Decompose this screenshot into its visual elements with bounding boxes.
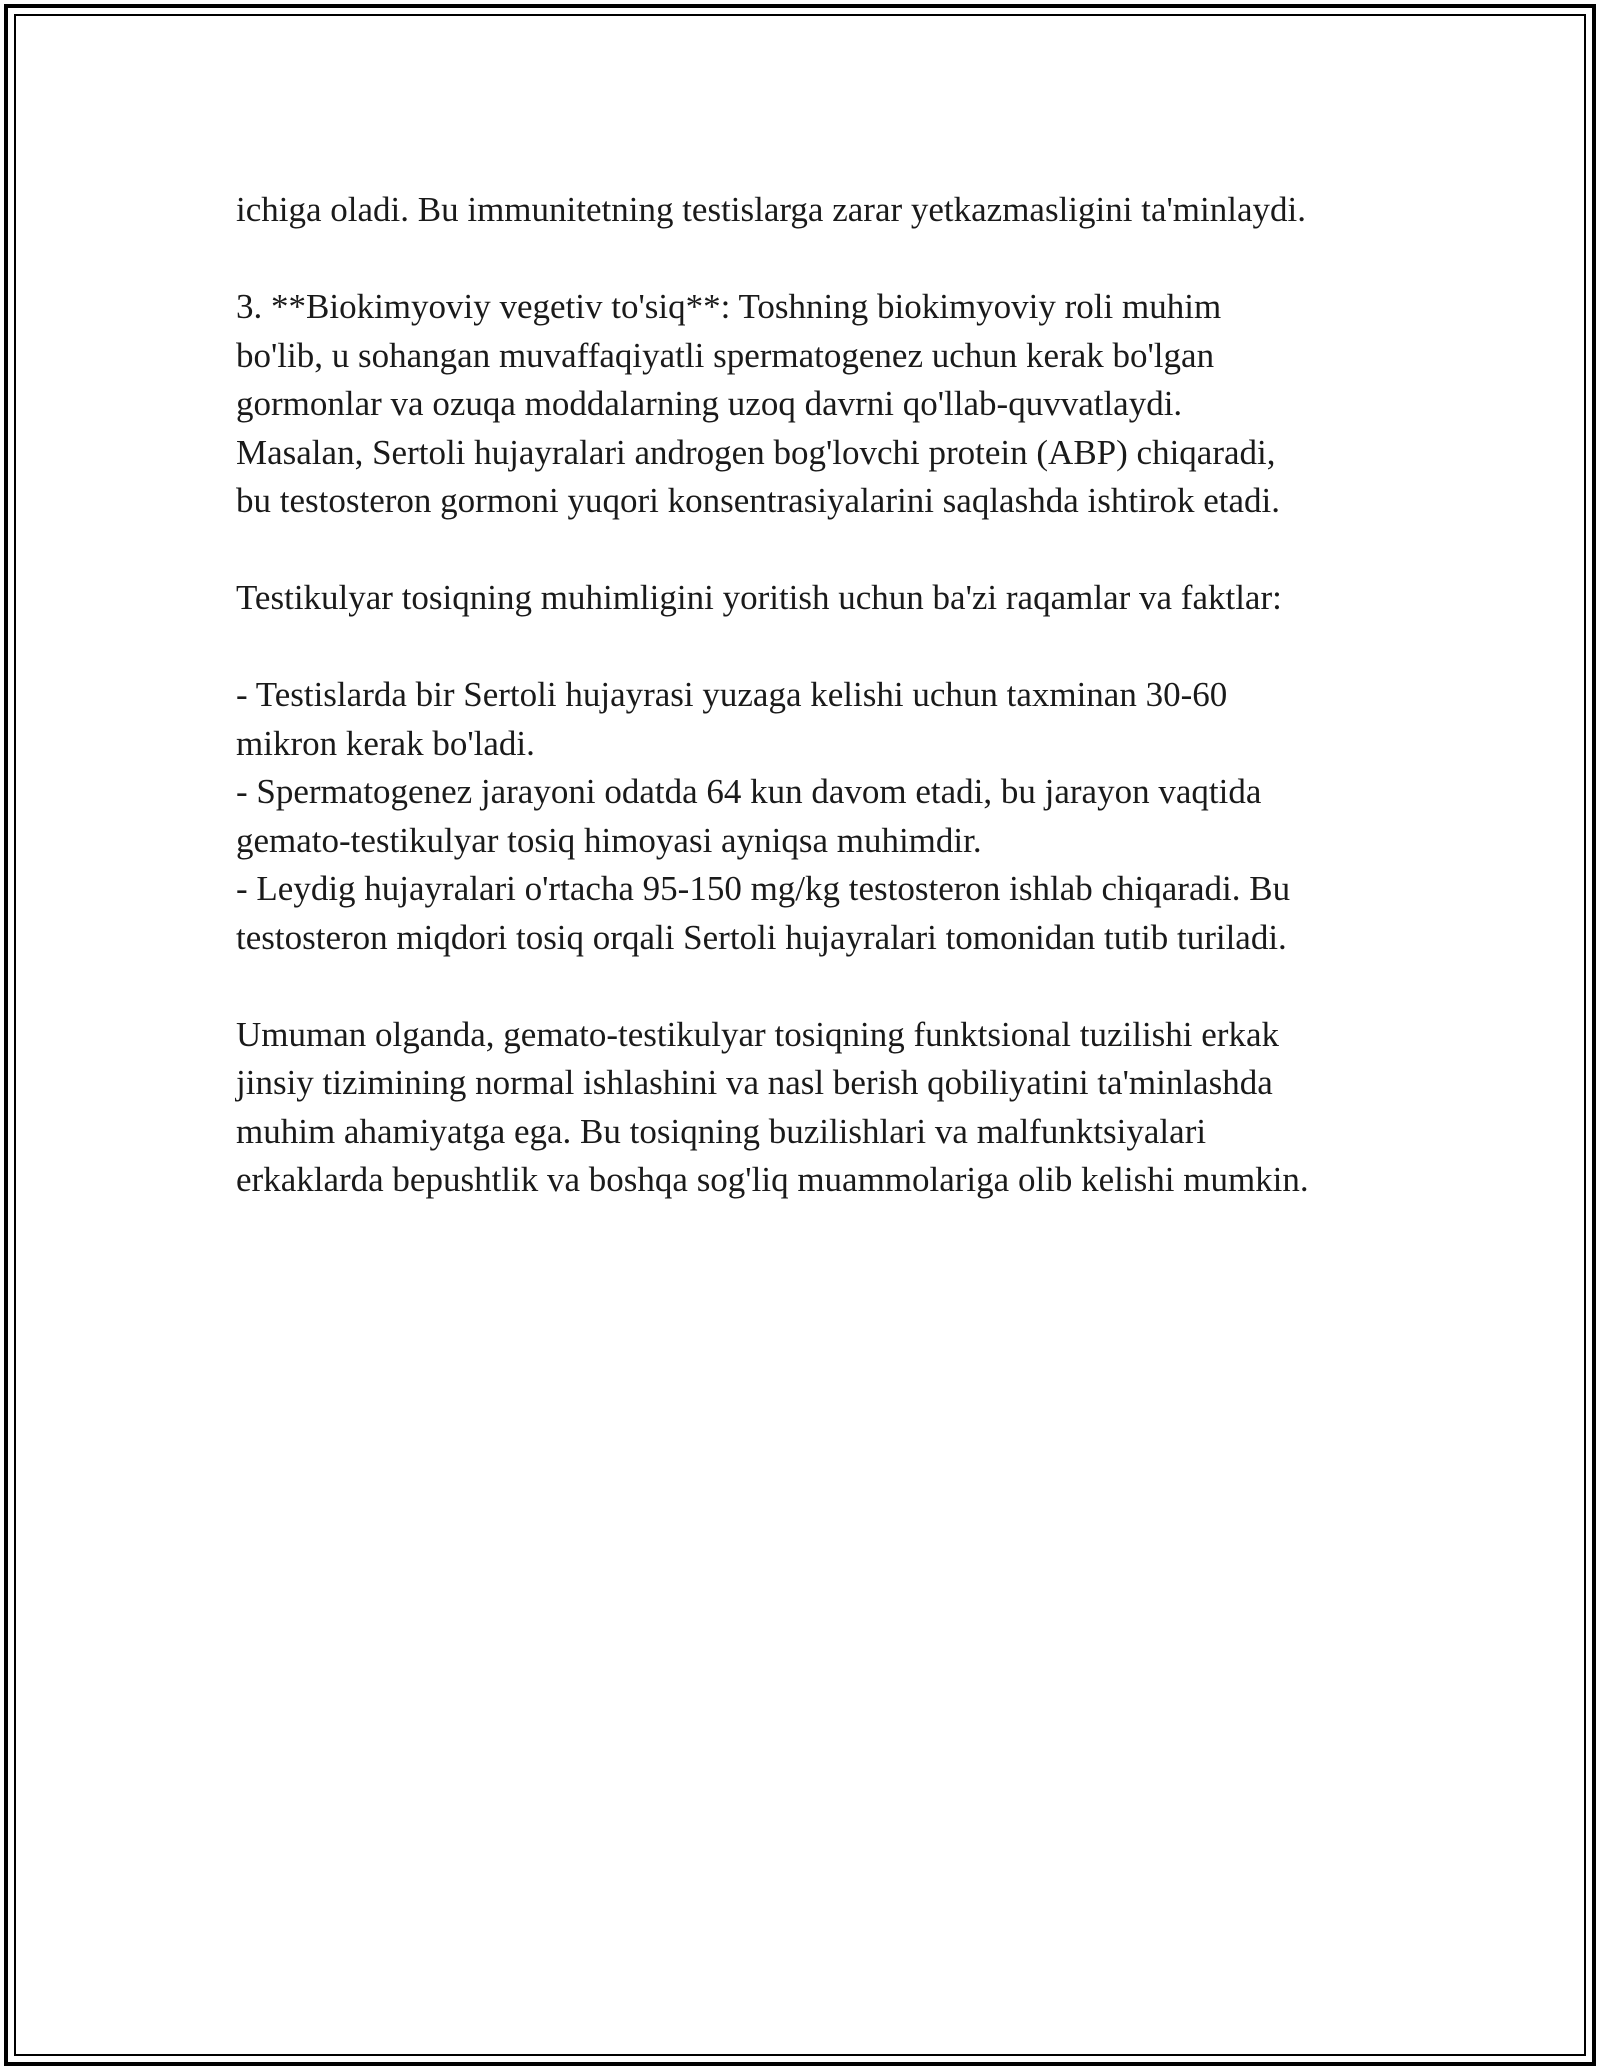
paragraph-conclusion: Umuman olganda, gemato-testikulyar tosiqning funktsional tuzilishi erkak jinsiy tizimining normal ishlashini va nasl berish qobiliyatini ta'minlashda muhim ahamiyatga ega. Bu tosiqning buzilishlari va malfunktsiyalari erkaklarda bepushtlik va boshqa sog'liq muammolariga olib kelishi mumkin. <box>236 1014 1309 1199</box>
paragraph-spacer <box>236 235 1376 284</box>
paragraph-immunity: ichiga oladi. Bu immunitetning testislarga zarar yetkazmasligini ta'minlaydi. <box>236 190 1306 229</box>
paragraph-spacer <box>236 526 1376 575</box>
paragraph-facts-list: - Testislarda bir Sertoli hujayrasi yuzaga kelishi uchun taxminan 30-60 mikron kerak bo'ladi. - Spermatogenez jarayoni odatda 64 kun davom etadi, bu jarayon vaqtida gemato-testikulyar tosiq himoyasi ayniqsa muhimdir. - Leydig hujayralari o'rtacha 95-150 mg/kg testosteron ishlab chiqaradi. Bu testosteron miqdori tosiq orqali Sertoli hujayralari tomonidan tutib turiladi. <box>236 675 1291 957</box>
paragraph-spacer <box>236 623 1376 672</box>
paragraph-spacer <box>236 962 1376 1011</box>
document-body <box>236 186 1376 1205</box>
paragraph-biochemical-barrier: 3. **Biokimyoviy vegetiv to'siq**: Toshning biokimyoviy roli muhim bo'lib, u sohangan muvaffaqiyatli spermatogenez uchun kerak bo'lgan gormonlar va ozuqa moddalarning uzoq davrni qo'llab-quvvatlaydi. Masalan, Sertoli hujayralari androgen bog'lovchi protein (ABP) chiqaradi, bu testosteron gormoni yuqori konsentrasiyalarini saqlashda ishtirok etadi. <box>236 287 1280 520</box>
paragraph-facts-intro: Testikulyar tosiqning muhimligini yoritish uchun ba'zi raqamlar va faktlar: <box>236 578 1282 617</box>
